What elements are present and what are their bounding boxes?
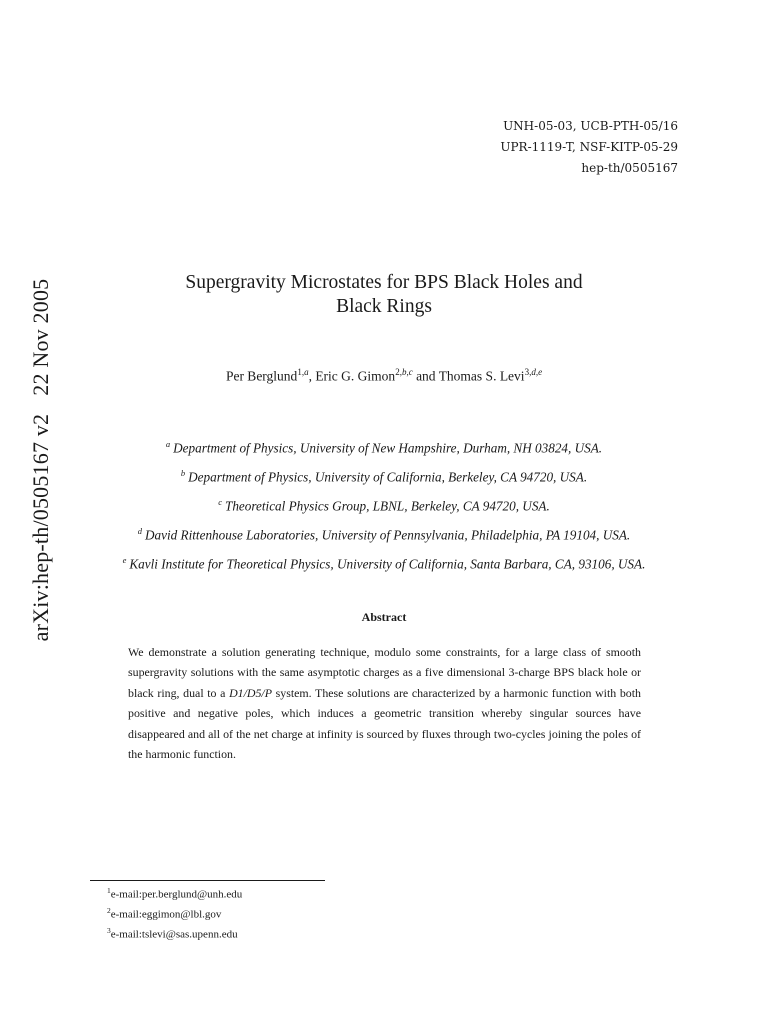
paper-title — [0, 271, 768, 319]
affiliation-marks: b,c — [401, 367, 413, 377]
affiliation-text: Department of Physics, University of New Hampshire, Durham, NH 03824, USA. — [173, 440, 603, 456]
author-marks — [525, 367, 543, 377]
footnote-list — [107, 883, 242, 943]
footnote-mark: 2 — [107, 906, 111, 916]
footnote-number: 1, — [297, 367, 305, 377]
affiliation-list — [0, 432, 768, 577]
affiliation-text: Kavli Institute for Theoretical Physics, University of California, Santa Barbara, CA, 93106, USA. — [129, 556, 646, 572]
affiliation-text: Theoretical Physics Group, LBNL, Berkeley, CA 94720, USA. — [225, 498, 550, 514]
affiliation-marks: a — [304, 367, 309, 377]
footnote — [107, 903, 242, 923]
author-name: Eric G. Gimon — [315, 368, 396, 384]
abstract-math: D1/D5/P — [229, 685, 272, 700]
affiliation — [0, 432, 768, 461]
footnote — [107, 923, 242, 943]
affiliation — [0, 519, 768, 548]
author-marks — [395, 367, 413, 377]
footnote-number: 3, — [524, 367, 532, 377]
report-number-line: UNH-05-03, UCB-PTH-05/16 — [503, 119, 678, 133]
footnote — [107, 883, 242, 903]
affiliation-mark: b — [180, 468, 186, 479]
abstract-body — [128, 642, 641, 764]
report-number-line: UPR-1119-T, NSF-KITP-05-29 — [500, 140, 678, 154]
author-list — [0, 367, 768, 385]
report-numbers — [500, 116, 678, 179]
affiliation-mark: c — [218, 497, 222, 508]
author-name: Thomas S. Levi — [438, 368, 525, 384]
title-line: Black Rings — [336, 296, 432, 317]
separator: and — [412, 368, 439, 384]
affiliation-mark: a — [165, 439, 171, 449]
separator: , — [308, 368, 316, 384]
affiliation — [0, 548, 768, 577]
abstract-heading: Abstract — [361, 610, 407, 624]
affiliation — [0, 461, 768, 490]
footnote-email[interactable]: e-mail:per.berglund@unh.edu — [110, 888, 243, 901]
arxiv-identifier: arXiv:hep-th/0505167 v2 — [28, 413, 53, 642]
title-line: Supergravity Microstates for BPS Black Holes and — [185, 272, 583, 293]
affiliation-text: Department of Physics, University of California, Berkeley, CA 94720, USA. — [188, 469, 588, 485]
abstract-text: system. These solutions are characterized by a harmonic function with both positive and negative poles, which induces a geometric transition whereby singular sources have disappeared and all of the net charge at infinity is sourced by fluxes through two-cycles joining the poles of the harmonic function. — [128, 685, 641, 762]
affiliation-mark: e — [122, 555, 127, 566]
affiliation — [0, 490, 768, 519]
arxiv-date: 22 Nov 2005 — [28, 278, 53, 396]
abstract-text: We demonstrate a solution generating technique, modulo some constraints, for a large class of smooth supergravity solutions with the same asymptotic charges as a five dimensional 3-charge BPS black hole or black ring, dual to a — [128, 645, 641, 700]
footnote-mark: 3 — [107, 926, 111, 936]
footnote-number: 2, — [395, 367, 402, 377]
report-number-line: hep-th/0505167 — [581, 161, 678, 175]
author-marks — [297, 367, 308, 377]
footnote-mark: 1 — [107, 886, 111, 895]
footnote-divider — [90, 880, 325, 881]
affiliation-text: David Rittenhouse Laboratories, University of Pennsylvania, Philadelphia, PA 19104, USA. — [145, 527, 631, 543]
footnote-email[interactable]: e-mail:eggimon@lbl.gov — [110, 908, 222, 921]
footnote-email[interactable]: e-mail:tslevi@sas.upenn.edu — [110, 928, 238, 941]
author-name: Per Berglund — [225, 368, 298, 384]
affiliation-marks: d,e — [531, 367, 543, 377]
affiliation-mark: d — [137, 526, 143, 537]
